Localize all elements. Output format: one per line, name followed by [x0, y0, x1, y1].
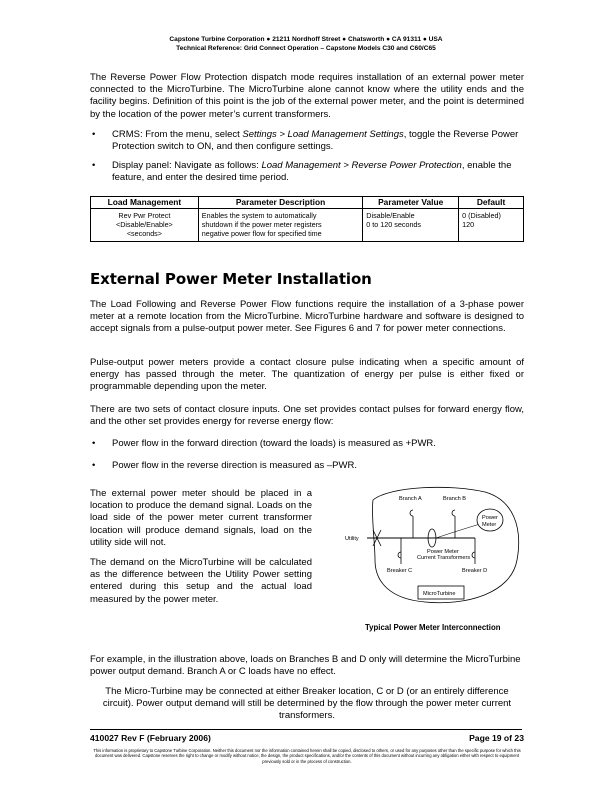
table-header-row [91, 197, 524, 209]
figure-caption: Typical Power Meter Interconnection [365, 623, 501, 632]
section-heading: External Power Meter Installation [90, 270, 372, 288]
bullet-dot: • [92, 438, 96, 449]
branch-b-label: Branch B [443, 496, 467, 502]
header-address: Capstone Turbine Corporation ● 21211 Nordhoff Street ● Chatsworth ● CA 91311 ● USA [169, 36, 443, 43]
utility-label: Utility [345, 536, 359, 542]
footer-disclaimer: This information is proprietary to Capstone Turbine Corporation. Neither this document nor the information contained herein shall be copied, disclosed to others, or used for any purposes other than the specific purpose for which this document was delivered. Capstone reserves the right to change or modify without notice, the design, the product specifications, and/or the contents of this document without incurring any obligation either with respect to equipment previously sold or in the process of construction. [93, 748, 521, 764]
bullet-reverse-flow: • Power flow in the reverse direction is measured as –PWR. [92, 460, 357, 471]
power-meter-label: Power [482, 515, 498, 521]
paragraph-example: For example, in the illustration above, loads on Branches B and D only will determine the MicroTurbine power output demand. Branch A or C loads have no effect. [90, 654, 521, 678]
breaker-d-label: Breaker D [462, 568, 488, 574]
table-header: Parameter Description [198, 197, 362, 209]
footer-page-number: Page 19 of 23 [469, 733, 524, 743]
table-header: Default [459, 197, 524, 209]
facility-boundary [372, 487, 518, 602]
paragraph-load-following: The Load Following and Reverse Power Flow functions require the installation of a 3-phase power meter at a remote location from the MicroTurbine. MicroTurbine hardware and software is designed to accept signals from a pulse-output power meter. See Figures 6 and 7 for power meter connections. [90, 299, 524, 335]
bullet-dot: • [92, 160, 96, 171]
table-cell-default: 0 (Disabled) 120 [459, 209, 524, 242]
table-row [91, 209, 524, 242]
footer-rule [90, 729, 522, 730]
ct-label: Power Meter [427, 549, 459, 555]
power-meter-label: Meter [482, 522, 497, 528]
paragraph-breaker-location: The Micro-Turbine may be connected at either Breaker location, C or D (or an entirely difference circuit). Power output demand will still be determined by the flow through the power meter current transformers. [102, 686, 512, 722]
bullet-dot: • [92, 460, 96, 471]
table-cell-parameter: Rev Pwr Protect <Disable/Enable> <seconds> [91, 209, 199, 242]
breaker-c-label: Breaker C [387, 568, 413, 574]
power-meter-diagram [335, 482, 525, 617]
footer-doc-number: 410027 Rev F (February 2006) [90, 733, 211, 743]
paragraph-meter-placement: The external power meter should be placed in a location to produce the demand signal. Loads on the load side of the power meter current transformer location will produce demand signals, load on the utility side will not. [90, 488, 312, 548]
bullet-crms: • CRMS: From the menu, select Settings > Load Management Settings, toggle the Reverse Power Protection switch to ON, and then configure settings. [92, 129, 519, 153]
table-header: Load Management [91, 197, 199, 209]
branch-b-breaker [452, 510, 455, 516]
table-cell-value: Disable/Enable 0 to 120 seconds [363, 209, 459, 242]
paragraph-contact-inputs: There are two sets of contact closure inputs. One set provides contact pulses for forward energy flow, and the other set provides energy for reverse energy flow: [90, 404, 524, 428]
branch-a-label: Branch A [399, 496, 422, 502]
table-header: Parameter Value [363, 197, 459, 209]
header-title: Technical Reference: Grid Connect Operation – Capstone Models C30 and C60/C65 [176, 45, 436, 52]
microturbine-label: MicroTurbine [423, 591, 456, 597]
table-cell-description: Enables the system to automatically shutdown if the power meter registers negative power flow for specified time [198, 209, 362, 242]
breaker-c-symbol [398, 552, 401, 558]
bullet-dot: • [92, 129, 96, 140]
load-management-table [90, 196, 524, 242]
paragraph-pulse-output: Pulse-output power meters provide a contact closure pulse indicating when a specific amount of energy has passed through the meter. The quantization of energy per pulse is either fixed or programmable depending upon the meter. [90, 357, 524, 393]
paragraph-demand-calculation: The demand on the MicroTurbine will be calculated as the difference between the Utility Power setting entered during this setup and the actual load measured by the power meter. [90, 557, 312, 605]
bullet-forward-flow: • Power flow in the forward direction (toward the loads) is measured as +PWR. [92, 438, 436, 449]
ct-signal-wire [436, 524, 480, 538]
intro-paragraph: The Reverse Power Flow Protection dispatch mode requires installation of an external power meter connected to the MicroTurbine. The MicroTurbine alone cannot know where the utility ends and the facility begins. Definition of this point is the job of the external power meter, and the point is determined by the location of the power meter’s current transformers. [90, 72, 524, 120]
ct-label: Current Transformers [417, 555, 471, 561]
breaker-d-symbol [472, 552, 475, 558]
branch-a-breaker [410, 510, 413, 516]
bullet-display-panel: • Display panel: Navigate as follows: Load Management > Reverse Power Protection, enable the feature, and enter the desired time period. [92, 160, 512, 184]
